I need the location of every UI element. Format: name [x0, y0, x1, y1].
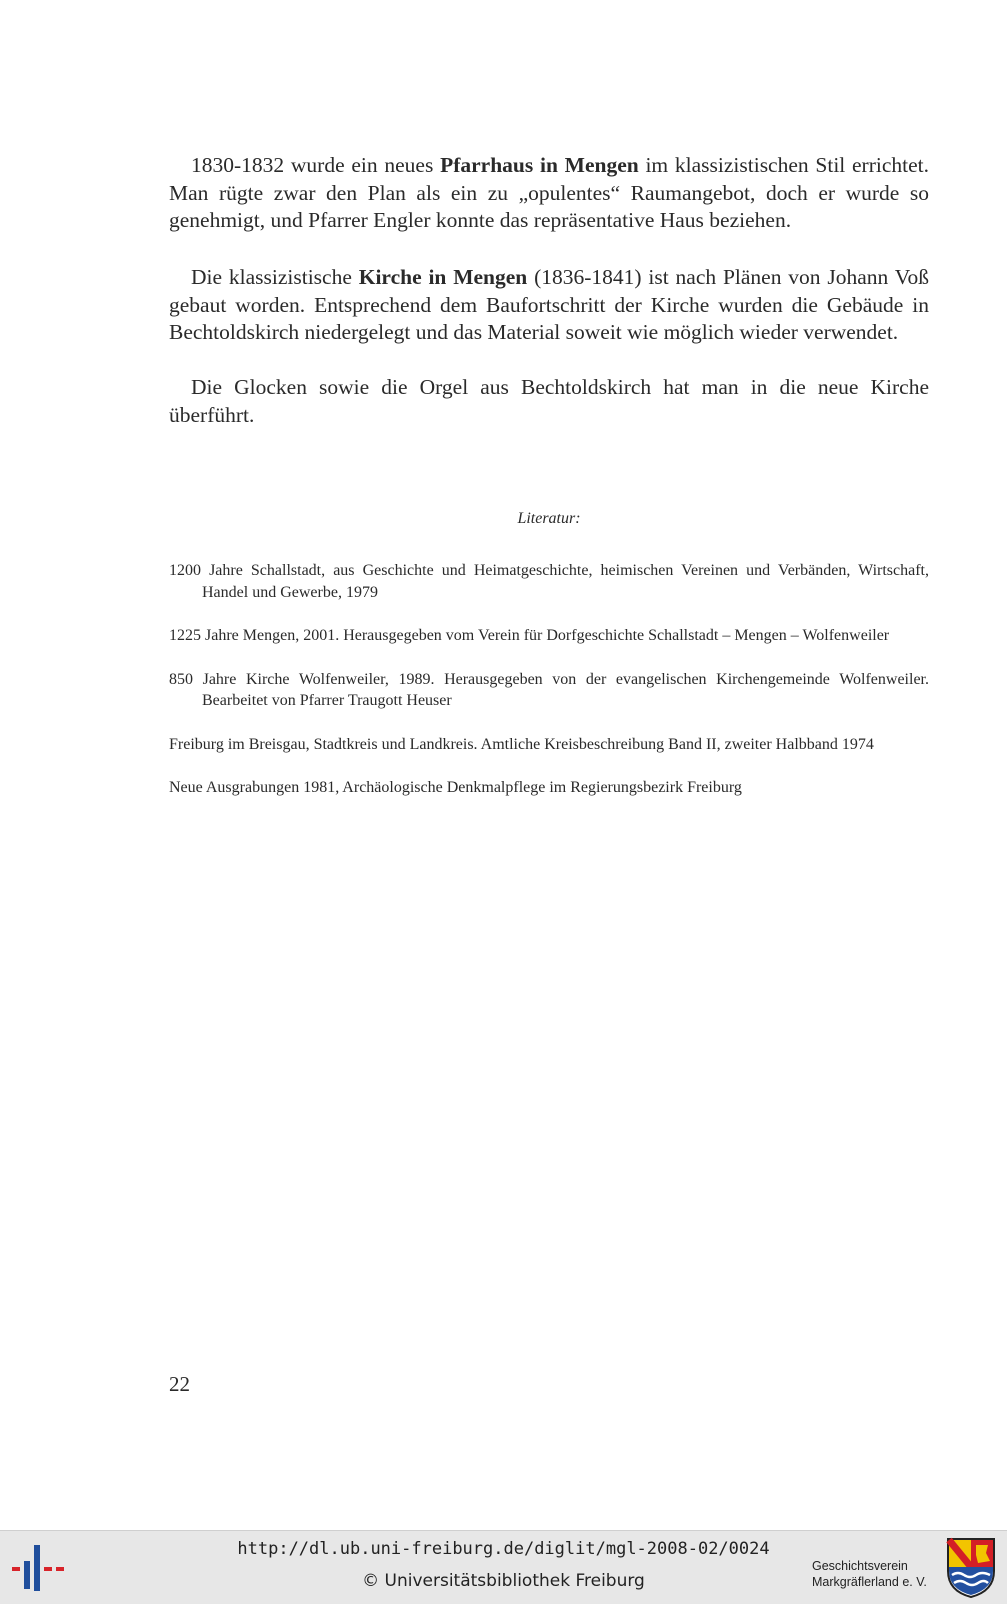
- viewer-footer: [0, 1530, 1007, 1604]
- paragraph-text: Die klassizistische: [191, 265, 359, 289]
- literature-item: 850 Jahre Kirche Wolfenweiler, 1989. Herausgegeben von der evangelischen Kirchengemeinde Wolfenweiler. Bearbeitet von Pfarrer Traugott Heuser: [169, 670, 929, 709]
- paragraph-text: im klassizistischen Stil errichtet. Man rügte zwar den Plan als ein zu „opulentes“ Raumangebot, doch er wurde so genehmigt, und Pfarrer Engler konnte das repräsentative Haus beziehen.: [169, 153, 929, 233]
- paragraph-glocken: Die Glocken sowie die Orgel aus Bechtoldskirch hat man in die neue Kirche überführt.: [169, 375, 929, 427]
- literature-item: Neue Ausgrabungen 1981, Archäologische Denkmalpflege im Regierungsbezirk Freiburg: [169, 779, 742, 796]
- literature-heading: Literatur:: [517, 510, 581, 527]
- coat-of-arms-icon[interactable]: [946, 1537, 996, 1599]
- literature-list: [169, 560, 929, 821]
- paragraph-text: (1836-1841) ist nach Plänen von Johann Voß gebaut worden. Entsprechend dem Baufortschritt der Kirche wurden die Gebäude in Bechtoldskirch niedergelegt und das Material soweit wie möglich wieder verwendet.: [169, 265, 929, 345]
- footer-copyright: © Universitätsbibliothek Freiburg: [362, 1571, 645, 1591]
- literature-item: 1200 Jahre Schallstadt, aus Geschichte und Heimatgeschichte, heimischen Vereinen und Verbänden, Wirtschaft, Handel und Gewerbe, 1979: [169, 562, 929, 601]
- society-line: Markgräflerland e. V.: [812, 1575, 927, 1589]
- paragraph-bold-term: Pfarrhaus in Mengen: [440, 153, 639, 177]
- page-number: 22: [169, 1372, 190, 1396]
- paragraph-text: 1830-1832 wurde ein neues: [191, 153, 441, 177]
- literature-item: Freiburg im Breisgau, Stadtkreis und Landkreis. Amtliche Kreisbeschreibung Band II, zweiter Halbband 1974: [169, 735, 874, 753]
- paragraph-kirche: [169, 264, 929, 347]
- literature-item: 1225 Jahre Mengen, 2001. Herausgegeben vom Verein für Dorfgeschichte Schallstadt – Mengen – Wolfenweiler: [169, 627, 890, 644]
- society-line: Geschichtsverein: [812, 1559, 908, 1573]
- footer-url-link[interactable]: http://dl.ub.uni-freiburg.de/diglit/mgl-2008-02/0024: [237, 1539, 770, 1559]
- paragraph-pfarrhaus: [169, 152, 929, 235]
- paragraph-bold-term: Kirche in Mengen: [358, 265, 528, 289]
- society-name: [812, 1558, 927, 1590]
